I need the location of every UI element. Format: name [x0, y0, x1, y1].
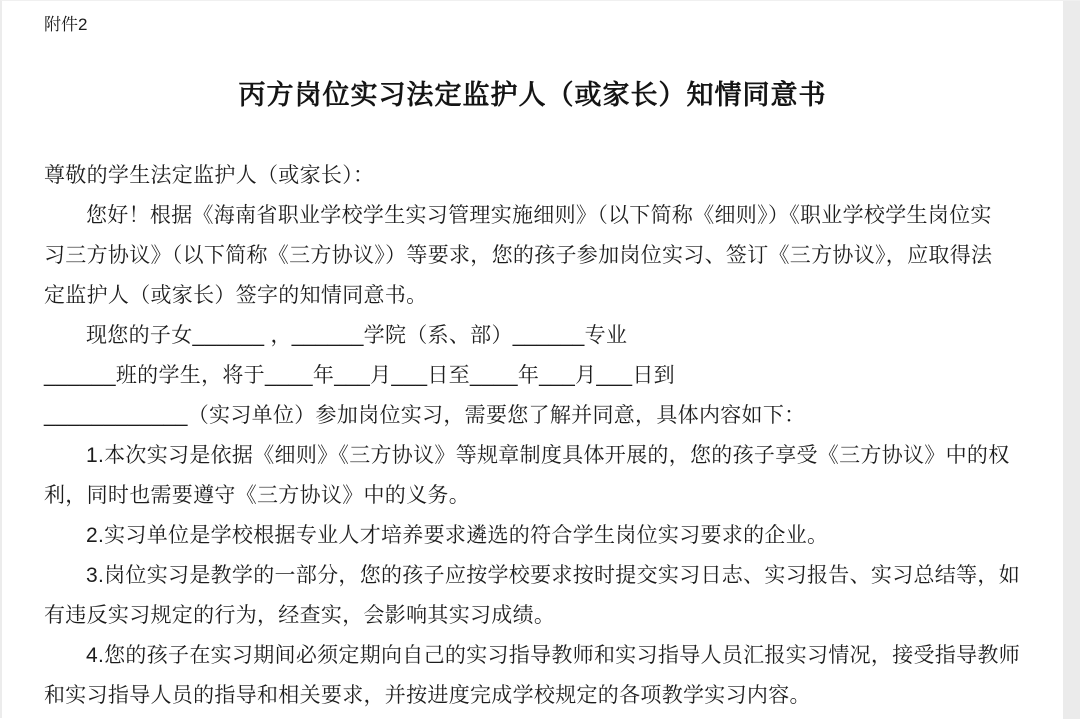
- body-line: 利，同时也需要遵守《三方协议》中的义务。: [44, 484, 470, 507]
- body-line: 现您的子女______ ，______学院（系、部）______专业: [86, 324, 628, 347]
- body-line: 习三方协议》（以下简称《三方协议》）等要求，您的孩子参加岗位实习、签订《三方协议》，应取得法: [44, 244, 993, 267]
- body-line: ______班的学生，将于____年___月___日至____年___月___日到: [44, 364, 675, 387]
- attachment-label: 附件2: [44, 15, 88, 34]
- body-line: 2.实习单位是学校根据专业人才培养要求遴选的符合学生岗位实习要求的企业。: [86, 524, 829, 547]
- body-line: 尊敬的学生法定监护人（或家长）：: [44, 164, 375, 187]
- document-body: [44, 156, 1021, 716]
- body-line: 1.本次实习是依据《细则》《三方协议》等规章制度具体开展的，您的孩子享受《三方协议》中的权: [86, 444, 1010, 467]
- body-line: 和实习指导人员的指导和相关要求，并按进度完成学校规定的各项教学实习内容。: [44, 684, 811, 707]
- page-right-gutter: [1063, 1, 1080, 719]
- document-title: 丙方岗位实习法定监护人（或家长）知情同意书: [238, 80, 827, 110]
- body-line: 您好！根据《海南省职业学校学生实习管理实施细则》（以下简称《细则》）《职业学校学生岗位实: [86, 204, 992, 227]
- body-line: ____________（实习单位）参加岗位实习，需要您了解并同意，具体内容如下：: [44, 404, 806, 427]
- body-line: 3.岗位实习是教学的一部分，您的孩子应按学校要求按时提交实习日志、实习报告、实习总结等，如: [86, 564, 1021, 587]
- body-line: 定监护人（或家长）签字的知情同意书。: [44, 284, 428, 307]
- body-line: 有违反实习规定的行为，经查实，会影响其实习成绩。: [44, 604, 556, 627]
- body-line: 4.您的孩子在实习期间必须定期向自己的实习指导教师和实习指导人员汇报实习情况，接受指导教师: [86, 644, 1021, 667]
